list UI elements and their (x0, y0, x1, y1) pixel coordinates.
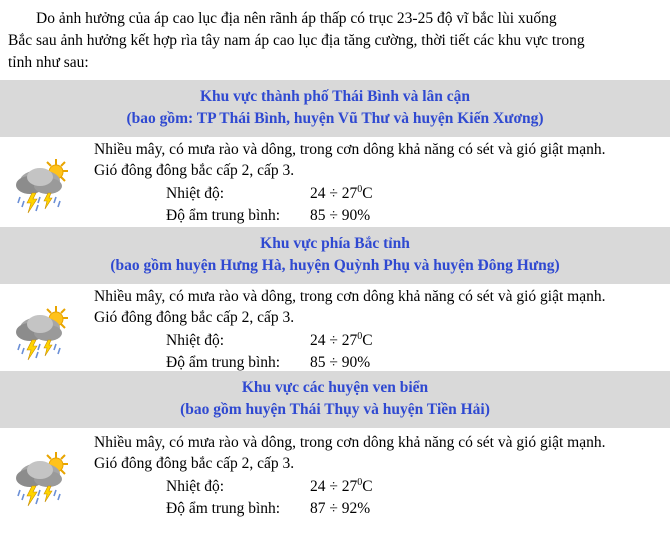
region-title: Khu vực thành phố Thái Bình và lân cận (199, 88, 471, 105)
intro-line-3: tỉnh như sau: (8, 54, 89, 71)
intro-line-1: Do ảnh hưởng của áp cao lục địa nên rãnh áp thấp có trục 23-25 độ vĩ bắc lùi xuống (36, 10, 557, 27)
temperature-label: Nhiệt độ: (166, 185, 225, 202)
thunderstorm-sun-icon (10, 157, 72, 215)
humidity-value: 87 ÷ 92% (310, 500, 371, 517)
forecast-line-2: Gió đông đông bắc cấp 2, cấp 3. (94, 455, 295, 472)
region-header-thai-binh (0, 80, 670, 137)
forecast-line-2: Gió đông đông bắc cấp 2, cấp 3. (94, 309, 295, 326)
temperature-value: $24 \div 27^0C$ (310, 476, 373, 495)
region-header-coastal (0, 371, 670, 428)
forecast-text (94, 139, 666, 181)
humidity-label: Độ ẩm trung bình: (166, 500, 281, 517)
humidity-value: 85 ÷ 90% (310, 207, 371, 224)
forecast-text (94, 286, 666, 328)
humidity-label: Độ ẩm trung bình: (166, 354, 281, 371)
region-header-north (0, 227, 670, 284)
region-forecast-north (0, 286, 670, 374)
intro-paragraph (8, 8, 664, 74)
region-forecast-thai-binh (0, 139, 670, 227)
forecast-line-2: Gió đông đông bắc cấp 2, cấp 3. (94, 162, 295, 179)
humidity-value: 85 ÷ 90% (310, 354, 371, 371)
temperature-label: Nhiệt độ: (166, 332, 225, 349)
region-title: Khu vực các huyện ven biển (241, 379, 429, 396)
temperature-value: $24 \div 27^0C$ (310, 330, 373, 349)
humidity-label: Độ ẩm trung bình: (166, 207, 281, 224)
thunderstorm-sun-icon (10, 304, 72, 362)
temperature-label: Nhiệt độ: (166, 478, 225, 495)
temperature-value: $24 \div 27^0C$ (310, 183, 373, 202)
forecast-line-1: Nhiều mây, có mưa rào và dông, trong cơn dông khả năng có sét và gió giật mạnh. (94, 288, 606, 305)
region-subtitle: (bao gồm: TP Thái Bình, huyện Vũ Thư và huyện Kiến Xương) (126, 110, 544, 127)
region-subtitle: (bao gồm huyện Hưng Hà, huyện Quỳnh Phụ và huyện Đông Hưng) (110, 257, 560, 274)
forecast-line-1: Nhiều mây, có mưa rào và dông, trong cơn dông khả năng có sét và gió giật mạnh. (94, 141, 606, 158)
region-title: Khu vực phía Bắc tỉnh (260, 235, 410, 252)
forecast-text (94, 432, 666, 474)
region-subtitle: (bao gồm huyện Thái Thụy và huyện Tiền Hải) (180, 401, 490, 418)
intro-line-2: Bắc sau ảnh hưởng kết hợp rìa tây nam áp cao lục địa tăng cường, thời tiết các khu vực trong (8, 32, 585, 49)
region-forecast-coastal (0, 432, 670, 520)
thunderstorm-sun-icon (10, 450, 72, 508)
forecast-line-1: Nhiều mây, có mưa rào và dông, trong cơn dông khả năng có sét và gió giật mạnh. (94, 434, 606, 451)
